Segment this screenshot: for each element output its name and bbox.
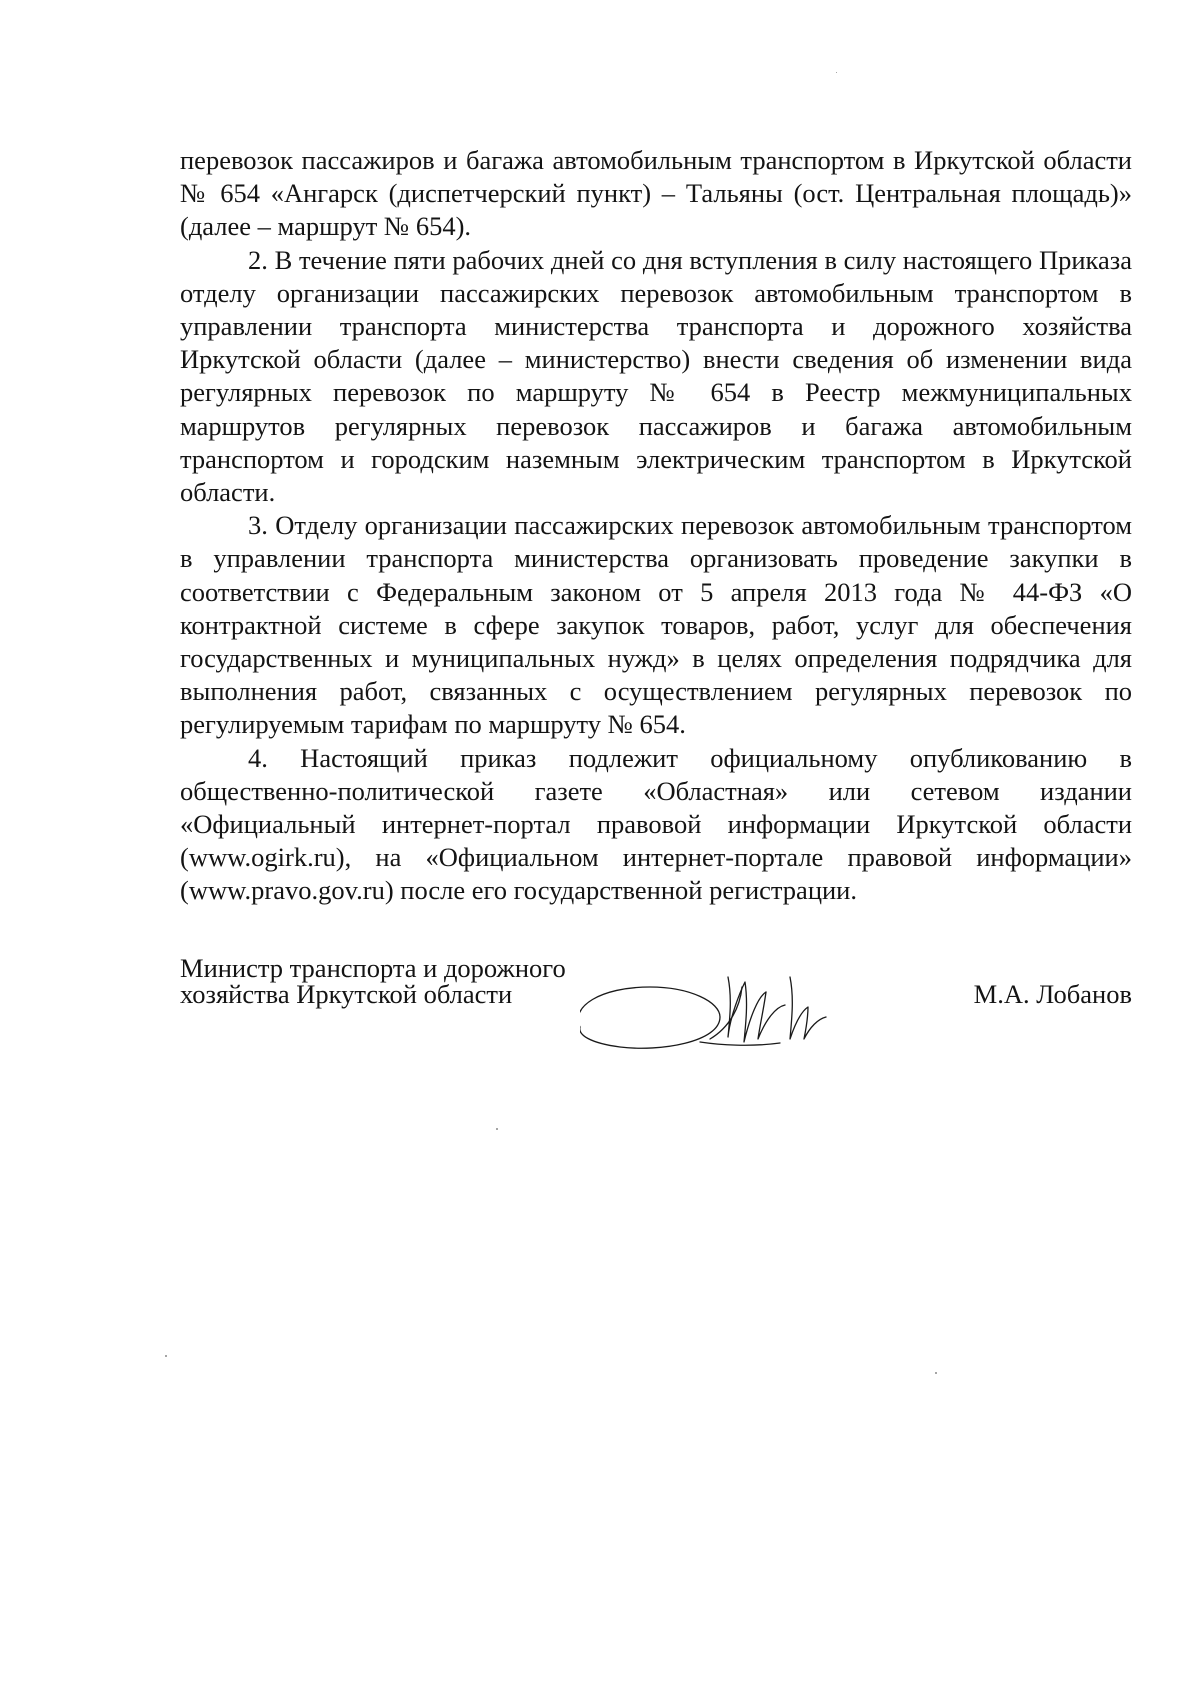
paragraph-item-4: 4. Настоящий приказ подлежит официальному опубликованию в общественно-политической газете «Областная» или сетевом издании «Официальный интернет-портал правовой информации Иркутской области (www.ogirk.ru), на «Официальном интернет-портале правовой информации» (www.pravo.gov.ru) после его государственной регистрации. (180, 742, 1132, 906)
scan-speck (165, 1355, 167, 1357)
scan-speck (935, 1372, 937, 1374)
signer-name: М.А. Лобанов (973, 979, 1132, 1009)
signer-position (180, 955, 566, 1007)
signature-block (180, 955, 1132, 1065)
paragraph-item-2: 2. В течение пяти рабочих дней со дня вступления в силу настоящего Приказа отделу организации пассажирских перевозок автомобильным транспортом в управлении транспорта министерства транспорта и дорожного хозяйства Иркутской области (далее – министерство) внести сведения об изменении вида регулярных перевозок по маршруту № 654 в Реестр межмуниципальных маршрутов регулярных перевозок пассажиров и багажа автомобильным транспортом и городским наземным электрическим транспортом в Иркутской области. (180, 244, 1132, 508)
scan-speck (836, 72, 837, 73)
scan-speck (496, 1128, 498, 1130)
document-body (180, 144, 1132, 908)
paragraph-item-3: 3. Отделу организации пассажирских перевозок автомобильным транспортом в управлении транспорта министерства организовать проведение закупки в соответствии с Федеральным законом от 5 апреля 2013 года № 44-ФЗ «О контрактной системе в сфере закупок товаров, работ, услуг для обеспечения государственных и муниципальных нужд» в целях определения подрядчика для выполнения работ, связанных с осуществлением регулярных перевозок по регулируемым тарифам по маршруту № 654. (180, 510, 1132, 740)
signer-position-line-1: Министр транспорта и дорожного (180, 953, 566, 983)
handwritten-signature-icon (580, 947, 900, 1057)
signer-position-line-2: хозяйства Иркутской области (180, 979, 513, 1009)
paragraph-continuation: перевозок пассажиров и багажа автомобильным транспортом в Иркутской области № 654 «Ангарск (диспетчерский пункт) – Тальяны (ост. Центральная площадь)» (далее – маршрут № 654). (180, 145, 1132, 242)
